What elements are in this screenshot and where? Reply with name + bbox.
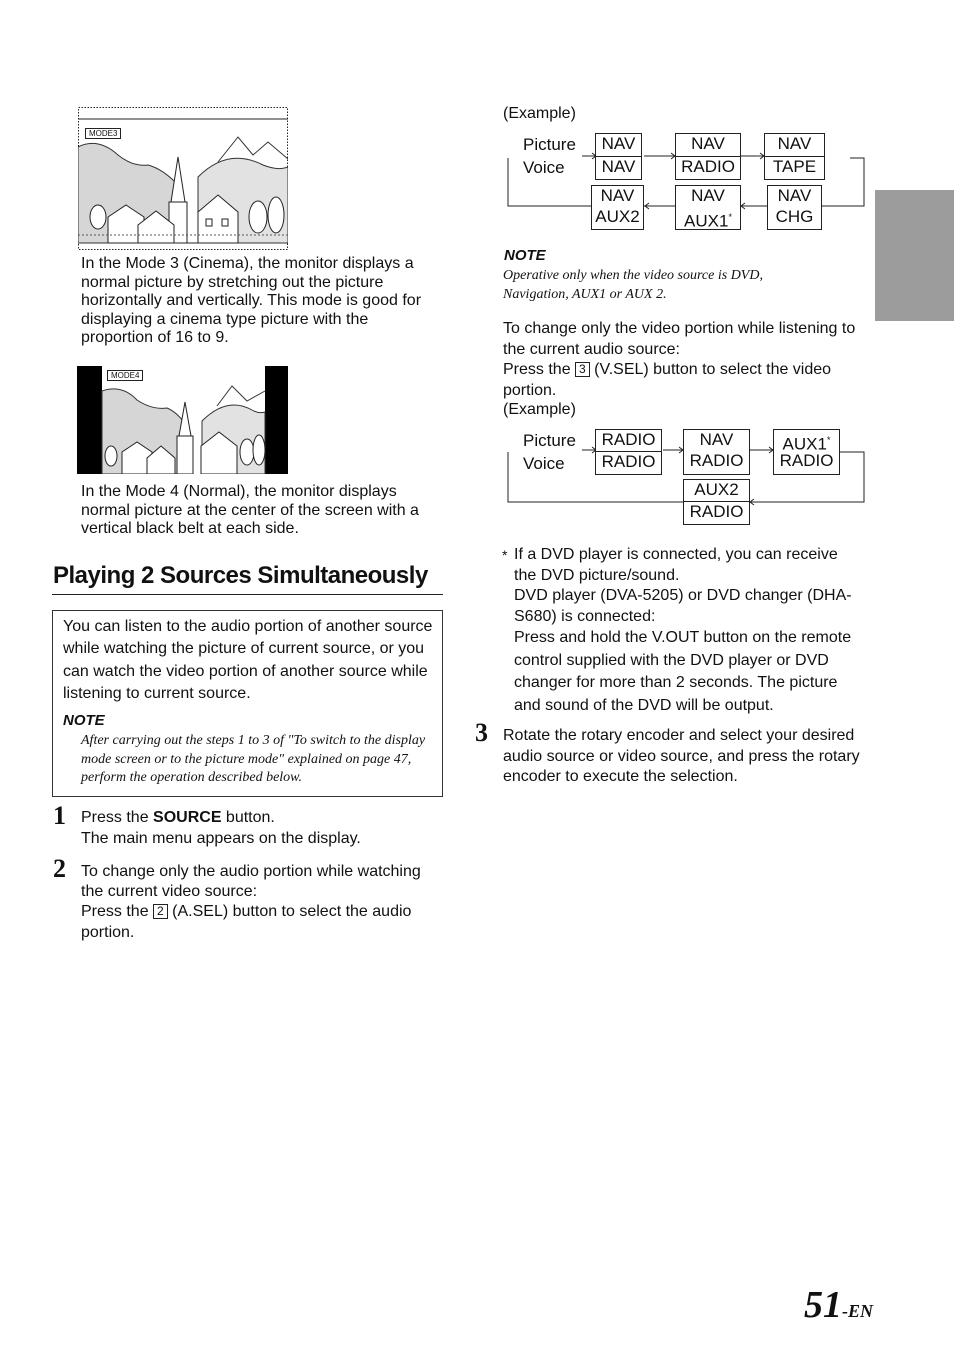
step2-post: (A.SEL) button to select the audio portion. [81, 903, 412, 941]
page-number-suffix: -EN [842, 1301, 873, 1321]
flow-cell [595, 133, 642, 180]
footnote-text-3: Press and hold the V.OUT button on the remote control supplied with the DVD player or DVD changer for more than 2 seconds. The picture and sound of the DVD will be output. [514, 629, 852, 714]
section-tab [875, 190, 954, 321]
footnote-text-1: If a DVD player is connected, you can receive the DVD picture/sound. [514, 546, 838, 584]
step2-pre: Press the [81, 903, 154, 920]
voice-source: AUX1 [684, 211, 729, 231]
note-text: After carrying out the steps 1 to 3 of "To switch to the display mode screen or to the picture mode" explained on page 47, perform the operation described below. [81, 733, 426, 785]
note-heading: NOTE [63, 712, 105, 729]
flow-cell [773, 429, 840, 475]
step-number: 2 [53, 854, 66, 883]
picture-source: NAV [691, 186, 725, 205]
mode3-label: MODE3 [85, 128, 121, 139]
flow-cell [675, 133, 741, 180]
source-flow-diagram-1 [505, 130, 870, 235]
page-number [804, 1283, 873, 1327]
flow-cell [683, 479, 750, 525]
voice-source: RADIO [779, 451, 834, 470]
example-label: (Example) [503, 401, 576, 418]
note-heading: NOTE [504, 247, 546, 264]
key-2-icon: 2 [153, 904, 168, 919]
picture-source: NAV [600, 186, 635, 205]
step1-result: The main menu appears on the display. [81, 830, 361, 847]
source-button-name: SOURCE [153, 809, 222, 826]
flow-cell [683, 429, 750, 475]
mode4-label: MODE4 [107, 370, 143, 381]
step3-instruction: Rotate the rotary encoder and select your desired audio source or video source, and press the rotary encoder to execute the selection. [503, 727, 860, 785]
picture-source: NAV [699, 430, 734, 449]
voice-label: Voice [523, 158, 565, 177]
voice-source: RADIO [689, 451, 744, 470]
footnote-mark: * [502, 547, 508, 563]
example-label: (Example) [503, 105, 576, 122]
picture-source: NAV [596, 134, 641, 157]
step2-instruction: To change only the audio portion while watching the current video source: [81, 863, 421, 900]
voice-source: RADIO [689, 502, 744, 521]
key-3-icon: 3 [575, 362, 590, 377]
flow-cell [764, 133, 825, 180]
picture-source: AUX2 [684, 480, 749, 502]
step-number: 3 [475, 718, 488, 747]
mode3-illustration [78, 107, 288, 250]
picture-source: NAV [676, 134, 740, 157]
voice-source: NAV [601, 157, 636, 176]
video-change-text: To change only the video portion while listening to the current audio source: [503, 320, 856, 358]
intro-text: You can listen to the audio portion of another source while watching the picture of current source, or you can watch the video portion of another source while listening to current source. [63, 618, 433, 702]
step1-post: button. [221, 809, 275, 826]
video-pre: Press the [503, 361, 576, 378]
video-press-text [503, 360, 863, 401]
picture-source: AUX1 [782, 434, 827, 454]
section-title: Playing 2 Sources Simultaneously [53, 562, 428, 589]
voice-source: CHG [775, 207, 814, 226]
picture-source: RADIO [596, 430, 661, 452]
picture-label: Picture [523, 135, 576, 154]
note-text: Operative only when the video source is DVD, Navigation, AUX1 or AUX 2. [503, 268, 763, 302]
source-flow-diagram-2 [505, 426, 870, 531]
flow-cell [675, 185, 741, 230]
voice-source: TAPE [772, 157, 817, 176]
mode3-description: In the Mode 3 (Cinema), the monitor displays a normal picture by stretching out the picture horizontally and vertically. This mode is good for displaying a cinema type picture with the proportion of 16 to 9. [81, 255, 422, 346]
step1-pre: Press the [81, 809, 154, 826]
picture-source: NAV [777, 186, 812, 205]
picture-source: NAV [765, 134, 824, 157]
page-number-value: 51 [804, 1284, 842, 1326]
voice-label: Voice [523, 454, 565, 473]
step1-instruction [81, 809, 441, 828]
step2-press [81, 902, 441, 943]
voice-source: RADIO [681, 157, 735, 176]
landscape-scene-icon [77, 366, 288, 474]
video-post: (V.SEL) button to select the video portion. [503, 361, 832, 399]
footnote-star: * [728, 212, 732, 222]
footnote-text-2: DVD player (DVA-5205) or DVD changer (DHA-S680) is connected: [514, 587, 852, 625]
flow-cell [591, 185, 644, 230]
flow-cell [595, 429, 662, 475]
picture-label: Picture [523, 431, 576, 450]
voice-source: AUX2 [595, 207, 640, 226]
voice-source: RADIO [601, 452, 656, 471]
mode4-description: In the Mode 4 (Normal), the monitor displays normal picture at the center of the screen with a vertical black belt at each side. [81, 483, 419, 537]
footnote-star: * [826, 435, 831, 445]
flow-cell [767, 185, 822, 230]
title-underline [52, 594, 443, 595]
step-number: 1 [53, 801, 66, 830]
mode4-illustration [77, 366, 288, 474]
